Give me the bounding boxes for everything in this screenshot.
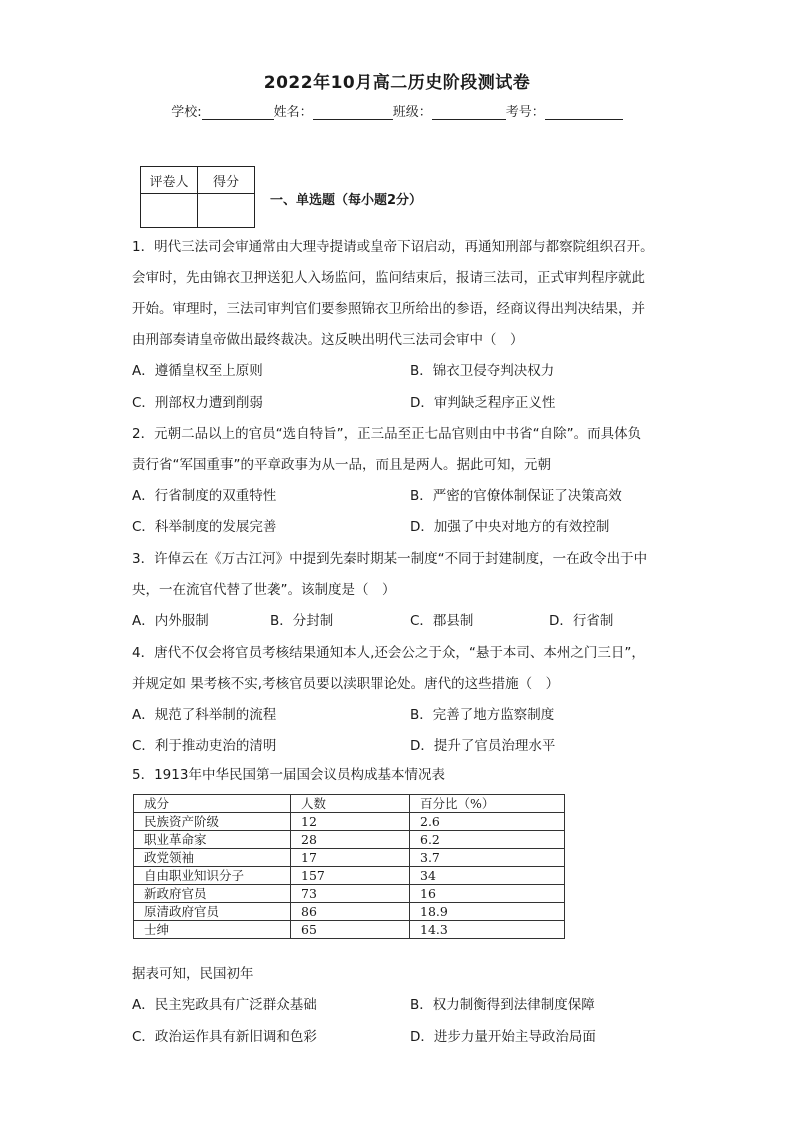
q2-option-d[interactable]: D．加强了中央对地方的有效控制 [410, 519, 610, 535]
section-heading: 一、单选题（每小题2分） [270, 193, 423, 208]
q4-option-d[interactable]: D．提升了官员治理水平 [410, 738, 556, 754]
question-5-data-table [133, 794, 565, 939]
table-header-cell: 人数 [291, 795, 410, 813]
q1-option-a[interactable]: A．遵循皇权至上原则 [132, 363, 263, 379]
table-cell: 民族资产阶级 [134, 813, 291, 831]
table-row [134, 849, 565, 867]
table-cell: 自由职业知识分子 [134, 867, 291, 885]
q2-option-a[interactable]: A．行省制度的双重特性 [132, 488, 277, 504]
table-header-cell: 成分 [134, 795, 291, 813]
table-row [134, 867, 565, 885]
table-row [134, 831, 565, 849]
table-row [134, 921, 565, 939]
table-cell: 政党领袖 [134, 849, 291, 867]
name-blank[interactable] [313, 105, 393, 120]
class-blank[interactable] [432, 105, 506, 120]
stem-line: 2．元朝二品以上的官员“选自特旨”，正三品至正七品官则由中书省“自除”。而具体负 [132, 426, 642, 442]
exam-no-label: 考号： [505, 105, 545, 120]
q3-option-d[interactable]: D．行省制 [549, 613, 614, 629]
table-row [134, 813, 565, 831]
name-label: 姓名： [273, 105, 313, 120]
stem-line: 1．明代三法司会审通常由大理寺提请或皇帝下诏启动，再通知刑部与都察院组织召开。 [132, 239, 654, 255]
table-cell: 12 [291, 813, 410, 831]
question-2-stem [132, 419, 672, 481]
page-title: 2022年10月高二历史阶段测试卷 [263, 73, 531, 93]
school-blank[interactable] [202, 105, 274, 120]
grader-cell [141, 194, 198, 228]
q5-option-d[interactable]: D．进步力量开始主导政治局面 [410, 1029, 596, 1045]
score-box [140, 166, 255, 228]
class-label: 班级： [392, 105, 432, 120]
question-1-stem [132, 232, 672, 356]
table-header-row [134, 795, 565, 813]
table-row [134, 885, 565, 903]
q4-option-b[interactable]: B．完善了地方监察制度 [410, 707, 555, 723]
stem-line: 央，一在流官代替了世袭”。该制度是（ ） [132, 582, 396, 598]
q3-option-b[interactable]: B．分封制 [270, 613, 334, 629]
table-cell: 职业革命家 [134, 831, 291, 849]
q5-option-c[interactable]: C．政治运作具有新旧调和色彩 [132, 1029, 317, 1045]
question-5-prompt: 据表可知，民国初年 [132, 966, 254, 982]
q4-option-c[interactable]: C．利于推动吏治的清明 [132, 738, 277, 754]
stem-line: 由刑部奏请皇帝做出最终裁决。这反映出明代三法司会审中（ ） [132, 332, 524, 348]
school-label: 学校: [171, 105, 202, 120]
table-cell: 28 [291, 831, 410, 849]
table-row [134, 903, 565, 921]
q5-option-a[interactable]: A．民主宪政具有广泛群众基础 [132, 997, 317, 1013]
table-cell: 原清政府官员 [134, 903, 291, 921]
table-cell: 3.7 [410, 849, 565, 867]
table-cell: 73 [291, 885, 410, 903]
exam-no-blank[interactable] [545, 105, 623, 120]
q3-option-c[interactable]: C．郡县制 [410, 613, 474, 629]
table-cell: 2.6 [410, 813, 565, 831]
table-cell: 157 [291, 867, 410, 885]
score-label: 得分 [198, 167, 255, 194]
q1-option-c[interactable]: C．刑部权力遭到削弱 [132, 395, 263, 411]
stem-line: 责行省“军国重事”的平章政事为从一品，而且是两人。据此可知，元朝 [132, 457, 551, 473]
student-info-line [0, 101, 794, 120]
table-cell: 34 [410, 867, 565, 885]
table-cell: 18.9 [410, 903, 565, 921]
grader-label: 评卷人 [141, 167, 198, 194]
table-cell: 16 [410, 885, 565, 903]
table-cell: 新政府官员 [134, 885, 291, 903]
table-cell: 士绅 [134, 921, 291, 939]
table-cell: 86 [291, 903, 410, 921]
stem-line: 4．唐代不仅会将官员考核结果通知本人,还会公之于众，“悬于本司、本州之门三日”， [132, 645, 645, 661]
table-cell: 65 [291, 921, 410, 939]
question-3-stem [132, 544, 672, 606]
table-header-cell: 百分比（%） [410, 795, 565, 813]
q2-option-c[interactable]: C．科举制度的发展完善 [132, 519, 277, 535]
table-cell: 14.3 [410, 921, 565, 939]
stem-line: 开始。审理时，三法司审判官们要参照锦衣卫所给出的参语，经商议得出判决结果，并 [132, 301, 645, 317]
q5-option-b[interactable]: B．权力制衡得到法律制度保障 [410, 997, 595, 1013]
score-cell [198, 194, 255, 228]
stem-line: 3．许倬云在《万古江河》中提到先秦时期某一制度“不同于封建制度，一在政令出于中 [132, 551, 648, 567]
table-cell: 17 [291, 849, 410, 867]
table-cell: 6.2 [410, 831, 565, 849]
q2-option-b[interactable]: B．严密的官僚体制保证了决策高效 [410, 488, 622, 504]
q3-option-a[interactable]: A．内外服制 [132, 613, 209, 629]
stem-line: 并规定如 果考核不实,考核官员要以渎职罪论处。唐代的这些措施（ ） [132, 676, 560, 692]
q4-option-a[interactable]: A．规范了科举制的流程 [132, 707, 277, 723]
q1-option-d[interactable]: D．审判缺乏程序正义性 [410, 395, 556, 411]
question-4-stem [132, 638, 672, 700]
stem-line: 会审时，先由锦衣卫押送犯人入场监问，监问结束后，报请三法司，正式审判程序就此 [132, 270, 645, 286]
question-5-stem: 5．1913年中华民国第一届国会议员构成基本情况表 [132, 767, 445, 783]
q1-option-b[interactable]: B．锦衣卫侵夺判决权力 [410, 363, 555, 379]
